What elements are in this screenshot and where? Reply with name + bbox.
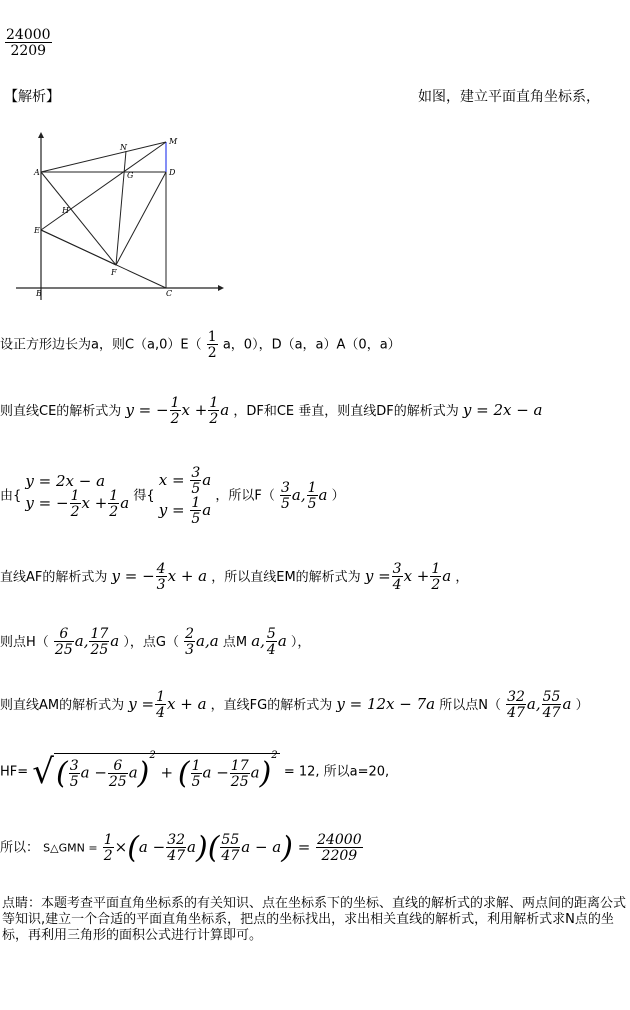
line4-text-b: ，所以直线EM的解析式为 — [211, 570, 361, 585]
answer-denominator: 2209 — [5, 42, 52, 58]
intro-text: 如图，建立平面直角坐标系， — [418, 89, 600, 105]
line-af-em: 直线AF的解析式为 y = − $\frac{4}{3}$ x + a ，所以直线EM的解析式为 y = $\frac{3}{4}$ x + $\frac{1}{2}$ a ， — [0, 561, 469, 593]
line5-text-m: 点M — [222, 635, 248, 650]
point-G: $\frac{2}{3}$ a,a — [185, 626, 219, 658]
line6-close: ） — [575, 698, 589, 713]
x-axis-arrow — [218, 285, 224, 291]
point-N: $\frac{32}{47}$ a, $\frac{55}{47}$ a — [507, 689, 572, 721]
line-EM — [41, 142, 166, 230]
line-system — [0, 466, 345, 526]
line-coordinates — [0, 330, 401, 360]
line-AF — [41, 172, 116, 265]
line-FN — [116, 151, 126, 265]
line2-text-b: ，DF和CE 垂直，则直线DF的解析式为 — [233, 404, 459, 419]
label-M: M — [169, 137, 178, 146]
line-DF — [116, 172, 166, 265]
line-hf — [0, 752, 389, 792]
line6-text-a: 则直线AM的解析式为 — [0, 698, 125, 713]
label-A: A — [34, 168, 40, 177]
g-tail: a,a — [196, 632, 219, 650]
line5-text-a: 则点H（ — [0, 635, 49, 650]
half-fraction — [207, 330, 218, 360]
line-area — [0, 830, 364, 865]
ce-equation: y = − $\frac{1}{2}$ x + $\frac{1}{2}$ a — [125, 395, 230, 427]
label-F: F — [111, 268, 117, 277]
sqrt-sign: √ — [32, 752, 54, 792]
label-D: D — [169, 168, 176, 177]
am-equation: y = $\frac{1}{4}$ x + a — [128, 689, 207, 721]
line3-de: 得{ — [133, 488, 155, 504]
y-axis-arrow — [38, 132, 44, 138]
line4-text-a: 直线AF的解析式为 — [0, 570, 108, 585]
jiexi-label: 【解析】 — [4, 89, 60, 105]
line8-text: 所以： — [0, 840, 40, 856]
line6-text-c: 所以点N（ — [439, 698, 501, 713]
label-G: G — [127, 171, 134, 180]
line-AM — [41, 142, 166, 172]
line5-close: ）， — [290, 635, 311, 650]
area-num: 24000 — [317, 831, 362, 848]
sys-eq1: y = 2x − a — [25, 471, 106, 490]
sol-x-label: x = — [158, 471, 185, 489]
line3-you: 由{ — [0, 488, 22, 504]
label-H: H — [62, 206, 69, 215]
half-num: 1 — [207, 329, 217, 345]
line-points — [0, 627, 310, 657]
line7-result: = 12, 所以a=20, — [283, 764, 390, 780]
half-den: 2 — [207, 345, 217, 361]
point-M: a, $\frac{5}{4}$ a — [251, 626, 287, 658]
line2-text-a: 则直线CE的解析式为 — [0, 404, 122, 419]
hf-label: HF= — [0, 764, 29, 780]
note-paragraph: 点睛：本题考查平面直角坐标系的有关知识、点在坐标系下的坐标、直线的解析式的求解、两点间的距离公式等知识,建立一个合适的平面直角坐标系，把点的坐标找出，求出相关直线的解析式，利用解析式求N点的坐标，再利用三角形的面积公式进行计算即可。 — [2, 896, 627, 943]
line3-so: ，所以F（ — [215, 488, 275, 504]
geometry-figure — [8, 130, 224, 302]
answer-numerator: 24000 — [6, 27, 51, 43]
line-EF — [41, 230, 116, 265]
label-C: C — [166, 289, 173, 298]
label-B: B — [36, 289, 42, 298]
line-ce-df — [0, 396, 543, 426]
line-am-fg — [0, 690, 589, 720]
line6-text-b: ，直线FG的解析式为 — [210, 698, 333, 713]
point-F: $\frac{3}{5}$ a, $\frac{1}{5}$ a — [280, 479, 328, 512]
em-equation: y = $\frac{3}{4}$ x + $\frac{1}{2}$ a — [364, 561, 452, 593]
hf-radicand: ( $\frac{3}{5}$ a − $\frac{6}{25}$ a)$^2$ + ( $\frac{1}{5}$ a − $\frac{17}{25}$ a)$^2$ — [55, 750, 278, 791]
label-E: E — [34, 226, 40, 235]
system-solution: x = $\frac{3}{5}$ a y = $\frac{1}{5}$ a — [158, 465, 212, 527]
line1-text-a: 设正方形边长为a，则C（a,0）E（ — [0, 337, 202, 353]
line1-text-b: a，0），D（a，a）A（0，a） — [222, 337, 401, 353]
system-equations: y = 2x − a y = − $\frac{1}{2}$ x + $\frac{1}{2}$ a — [25, 471, 130, 521]
area-symbol: S△GMN = — [43, 841, 98, 855]
area-expression: $\frac{1}{2}$ ×(a − $\frac{32}{47}$ a)( $\frac{55}{47}$ a − a) = $\frac{24000}{2209}$ — [103, 830, 362, 865]
af-equation: y = − $\frac{4}{3}$ x + a — [111, 561, 208, 593]
line3-close: ） — [331, 488, 345, 504]
sol-y-label: y = — [158, 501, 185, 519]
answer-fraction — [4, 28, 53, 58]
df-equation: y = 2x − a — [462, 401, 543, 419]
area-den: 2209 — [316, 847, 363, 863]
label-N: N — [120, 143, 127, 152]
line5-text-b: ），点G（ — [123, 635, 179, 650]
fg-equation: y = 12x − 7a — [336, 695, 436, 713]
m-head: a, — [251, 632, 265, 650]
point-H: $\frac{6}{25}$ a, $\frac{17}{25}$ a — [54, 626, 120, 658]
